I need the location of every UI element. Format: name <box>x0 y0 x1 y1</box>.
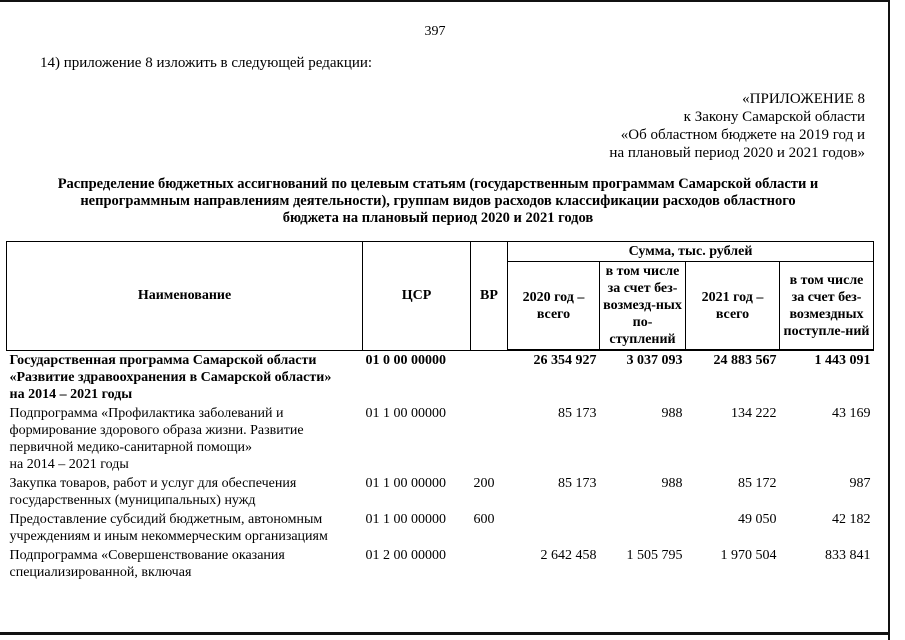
row-name <box>7 404 363 474</box>
row-name-line: Закупка товаров, работ и услуг для обеспечения <box>9 475 297 491</box>
row-name-line: Государственная программа Самарской области <box>9 352 317 368</box>
row-name <box>7 474 363 510</box>
row-2021-free: 42 182 <box>832 511 871 527</box>
row-2021-free: 43 169 <box>832 405 871 421</box>
row-name-line: Подпрограмма «Профилактика заболеваний и <box>9 405 284 421</box>
header-2020-free: в том числе за счет без-возмезд-ных по-ступлений <box>600 262 686 351</box>
row-csr: 01 1 00 00000 <box>365 511 446 527</box>
row-2020-free: 1 505 795 <box>626 547 683 563</box>
row-name-line: на 2014 – 2021 годы <box>9 386 133 402</box>
row-csr: 01 0 00 00000 <box>365 352 446 368</box>
budget-table <box>6 241 874 582</box>
table-row <box>7 546 874 582</box>
appendix-line: «Об областном бюджете на 2019 год и <box>620 127 865 143</box>
row-vr <box>471 350 508 404</box>
title-line: Распределение бюджетных ассигнований по целевым статьям (государственным программам Самарской области и <box>57 176 819 192</box>
row-2021-free: 987 <box>849 475 871 491</box>
row-2021-total: 24 883 567 <box>713 353 777 368</box>
row-2020-free <box>600 510 686 546</box>
title-line: непрограммным направлениям деятельности), группам видов расходов классификации расходов областного <box>80 193 796 209</box>
row-name-line: первичной медико-санитарной помощи» <box>9 439 253 455</box>
appendix-line: на плановый период 2020 и 2021 годов» <box>609 145 865 161</box>
row-name <box>7 350 363 404</box>
table-row <box>7 350 874 404</box>
header-2021-free: в том числе за счет без-возмездных поступле-ний <box>780 262 874 351</box>
page-number: 397 <box>424 24 446 39</box>
header-vr: ВР <box>471 242 508 351</box>
row-name-line: специализированной, включая <box>9 564 192 580</box>
appendix-line: «ПРИЛОЖЕНИЕ 8 <box>742 91 865 107</box>
document-title <box>18 176 858 227</box>
row-2020-free: 3 037 093 <box>626 353 683 368</box>
row-name <box>7 510 363 546</box>
header-2021-total: 2021 год – всего <box>686 262 780 351</box>
row-name-line: на 2014 – 2021 годы <box>9 456 129 472</box>
row-2021-total: 134 222 <box>731 405 777 421</box>
table-row <box>7 474 874 510</box>
header-2020-total: 2020 год – всего <box>508 262 600 351</box>
row-name-line: «Развитие здравоохранения в Самарской области» <box>9 369 332 385</box>
table-row <box>7 404 874 474</box>
appendix-header <box>609 90 865 162</box>
row-name-line: Подпрограмма «Совершенствование оказания <box>9 547 285 563</box>
header-csr: ЦСР <box>363 242 471 351</box>
header-name: Наименование <box>7 242 363 351</box>
row-2021-free: 1 443 091 <box>814 353 871 368</box>
table-row <box>7 510 874 546</box>
page-frame-bottom <box>0 632 890 635</box>
row-2021-total: 1 970 504 <box>720 547 777 563</box>
title-line: бюджета на плановый период 2020 и 2021 годов <box>282 210 594 226</box>
row-csr: 01 2 00 00000 <box>365 547 446 563</box>
row-2020-total: 85 173 <box>558 475 597 491</box>
row-name-line: Предоставление субсидий бюджетным, автономным <box>9 511 323 527</box>
page-frame-top <box>0 0 890 2</box>
row-csr: 01 1 00 00000 <box>365 405 446 421</box>
row-2020-total: 26 354 927 <box>533 353 597 368</box>
row-name-line: учреждениям и иным некоммерческим организациям <box>9 528 328 544</box>
row-2021-total: 85 172 <box>738 475 777 491</box>
page-frame-right <box>888 0 890 640</box>
row-2020-total: 2 642 458 <box>540 547 597 563</box>
appendix-line: к Закону Самарской области <box>683 109 865 125</box>
row-2020-total <box>508 510 600 546</box>
row-2020-free: 988 <box>661 405 683 421</box>
header-sum-group: Сумма, тыс. рублей <box>508 242 874 262</box>
row-2020-free: 988 <box>661 475 683 491</box>
row-2021-free: 833 841 <box>825 547 871 563</box>
row-vr: 600 <box>473 511 495 527</box>
row-vr <box>471 404 508 474</box>
row-csr: 01 1 00 00000 <box>365 475 446 491</box>
row-name-line: формирование здорового образа жизни. Развитие <box>9 422 304 438</box>
row-name <box>7 546 363 582</box>
row-vr: 200 <box>473 475 495 491</box>
row-vr <box>471 546 508 582</box>
row-name-line: государственных (муниципальных) нужд <box>9 492 256 508</box>
intro-text: 14) приложение 8 изложить в следующей редакции: <box>40 55 373 71</box>
row-2021-total: 49 050 <box>738 511 777 527</box>
row-2020-total: 85 173 <box>558 405 597 421</box>
